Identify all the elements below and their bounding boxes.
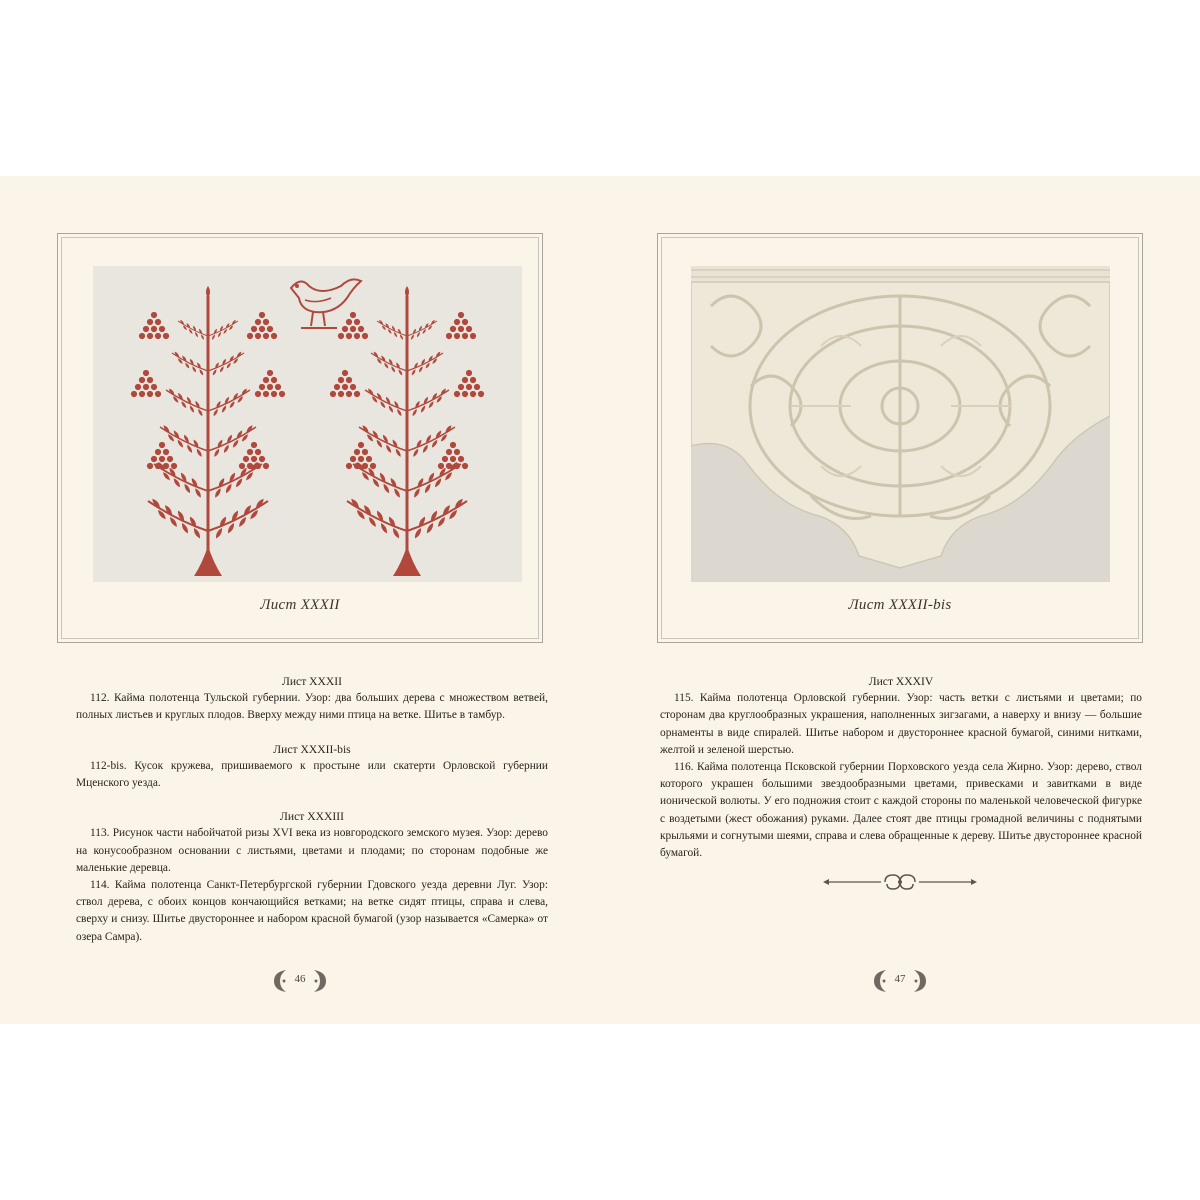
entry-paragraph: 116. Кайма полотенца Псковской губернии Порховского уезда села Жирно. Узор: дерево, ствол которого украшен большими звездообразными цветами, привесками и завитками в виде ионической волюты. У его подножия стоит с каждой стороны по маленькой человеческой фигурке с воздетыми (жест обожания) руками. Далее стоят две птицы громадной величины с поднятыми крыльями и согнутыми шеями, справа и слева обращенные к дереву. Шитье двустороннее красной бумагой. [660, 761, 1142, 860]
page-number [870, 966, 930, 996]
entry-paragraph: 112-bis. Кусок кружева, пришиваемого к простыне или скатерти Орловской губернии Мценского уезда. [76, 759, 548, 790]
right-page-text [660, 673, 1142, 862]
sheet-heading: Лист XXXII-bis [273, 742, 351, 756]
entry-paragraph: 114. Кайма полотенца Санкт-Петербургской губернии Гдовского уезда деревни Луг. Узор: ствол дерева, с обоих концов кончающийся ветками; на ветке сидят птицы, справа и слева, сверху и снизу. Шитье двустороннее и набором красной бумагой (узор называется «Самерка» от озера Самра). [76, 879, 548, 943]
embroidery-plate-image [93, 266, 522, 582]
lace-illustration [691, 266, 1110, 582]
sheet-heading: Лист XXXIV [868, 675, 934, 688]
page-number-text: 47 [894, 973, 906, 985]
left-page [0, 176, 600, 1024]
divider-ornament-icon [823, 872, 977, 892]
plate-caption: Лист XXXII-bis [848, 597, 952, 613]
right-page [600, 176, 1200, 1024]
lace-plate-image [691, 266, 1110, 582]
entry-paragraph: 113. Рисунок части набойчатой ризы XVI века из новгородского земского музея. Узор: дерево на конусообразном основании с листьями, цветами и плодами; по сторонам подобные же маленькие деревца. [76, 827, 548, 874]
plate-caption: Лист XXXII [260, 597, 340, 613]
sheet-heading: Лист XXXIII [280, 810, 344, 824]
book-spread [0, 176, 1200, 1024]
embroidery-trees-illustration [93, 266, 522, 582]
entry-paragraph: 115. Кайма полотенца Орловской губернии. Узор: часть ветки с листьями и цветами; по сторонам два круглообразных украшения, наполненных зигзагами, а наверху и внизу — большие орнаменты в виде спиралей. Шитье набором и двустороннее красной бумагой, синими нитками, желтой и зеленой шерстью. [660, 692, 1142, 756]
page-number-text: 46 [294, 973, 306, 985]
left-page-text [76, 673, 548, 946]
page-number [270, 966, 330, 996]
entry-paragraph: 112. Кайма полотенца Тульской губернии. Узор: два больших дерева с множеством ветвей, полных листьев и круглых плодов. Вверху между ними птица на ветке. Шитье в тамбур. [76, 692, 548, 722]
sheet-heading: Лист XXXII [281, 675, 343, 688]
